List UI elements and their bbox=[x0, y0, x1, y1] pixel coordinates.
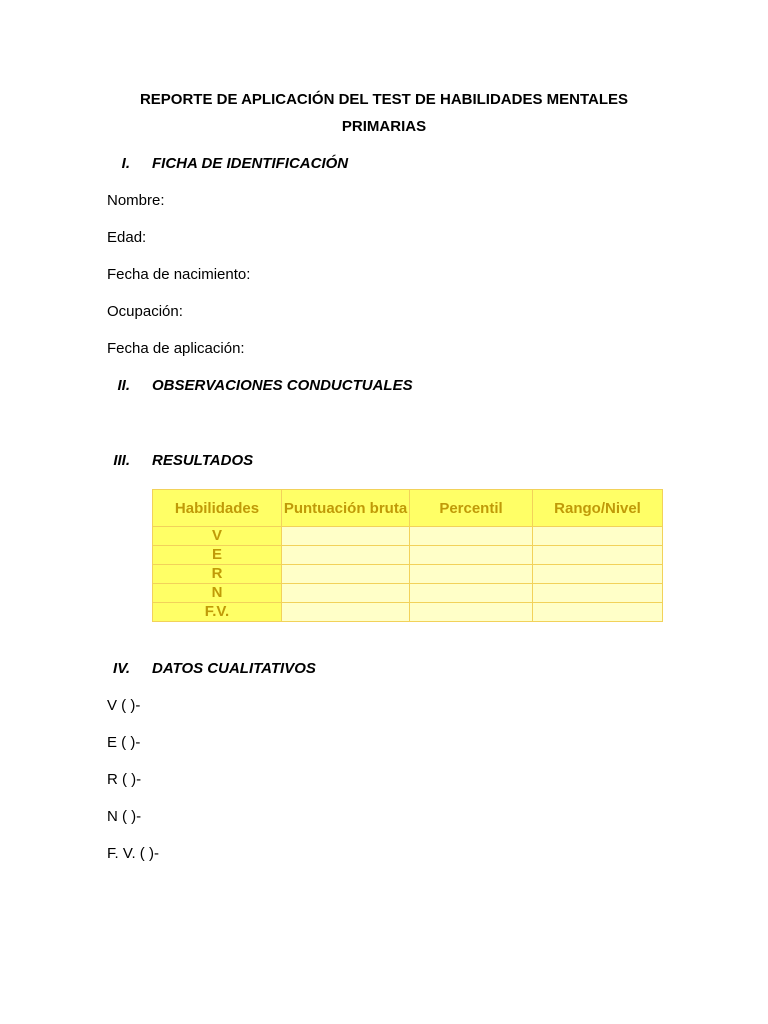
table-row bbox=[153, 527, 663, 546]
row-fv-label: F.V. bbox=[153, 603, 282, 622]
row-r-puntuacion-cell bbox=[282, 565, 410, 584]
results-table-header-row bbox=[153, 490, 663, 527]
section-1-number: I. bbox=[121, 155, 130, 172]
row-n-label: N bbox=[153, 584, 282, 603]
field-edad-label: Edad: bbox=[107, 229, 147, 246]
row-e-puntuacion-cell bbox=[282, 546, 410, 565]
section-1-title: FICHA DE IDENTIFICACIÓN bbox=[152, 155, 349, 172]
row-r-percentil-cell bbox=[410, 565, 533, 584]
field-fecha-aplicacion-label: Fecha de aplicación: bbox=[107, 340, 245, 357]
row-v-percentil-cell bbox=[410, 527, 533, 546]
results-table bbox=[152, 489, 663, 622]
row-v-puntuacion-cell bbox=[282, 527, 410, 546]
qualitative-line-v: V ( )- bbox=[107, 697, 141, 714]
header-puntuacion-bruta: Puntuación bruta bbox=[282, 490, 410, 527]
table-row bbox=[153, 584, 663, 603]
row-v-label: V bbox=[153, 527, 282, 546]
row-fv-puntuacion-cell bbox=[282, 603, 410, 622]
row-n-puntuacion-cell bbox=[282, 584, 410, 603]
row-v-rango-cell bbox=[533, 527, 663, 546]
row-e-percentil-cell bbox=[410, 546, 533, 565]
field-ocupacion-label: Ocupación: bbox=[107, 303, 183, 320]
header-rango-nivel: Rango/Nivel bbox=[533, 490, 663, 527]
row-n-rango-cell bbox=[533, 584, 663, 603]
section-4-title: DATOS CUALITATIVOS bbox=[152, 660, 316, 677]
table-row bbox=[153, 603, 663, 622]
field-nombre-label: Nombre: bbox=[107, 192, 165, 209]
header-habilidades: Habilidades bbox=[153, 490, 282, 527]
row-r-label: R bbox=[153, 565, 282, 584]
document-title-line-1: REPORTE DE APLICACIÓN DEL TEST DE HABILIDADES MENTALES bbox=[139, 91, 629, 108]
row-n-percentil-cell bbox=[410, 584, 533, 603]
document-title-line-2: PRIMARIAS bbox=[341, 118, 427, 135]
table-row bbox=[153, 546, 663, 565]
qualitative-line-e: E ( )- bbox=[107, 734, 141, 751]
qualitative-line-fv: F. V. ( )- bbox=[107, 845, 159, 862]
section-4-number: IV. bbox=[113, 660, 130, 677]
qualitative-line-n: N ( )- bbox=[107, 808, 142, 825]
row-fv-rango-cell bbox=[533, 603, 663, 622]
section-2-number: II. bbox=[117, 377, 130, 394]
table-row bbox=[153, 565, 663, 584]
row-e-label: E bbox=[153, 546, 282, 565]
section-3-number: III. bbox=[113, 452, 130, 469]
row-r-rango-cell bbox=[533, 565, 663, 584]
header-percentil: Percentil bbox=[410, 490, 533, 527]
section-2-title: OBSERVACIONES CONDUCTUALES bbox=[152, 377, 413, 394]
row-e-rango-cell bbox=[533, 546, 663, 565]
qualitative-line-r: R ( )- bbox=[107, 771, 142, 788]
field-fecha-nacimiento-label: Fecha de nacimiento: bbox=[107, 266, 251, 283]
section-3-title: RESULTADOS bbox=[152, 452, 254, 469]
row-fv-percentil-cell bbox=[410, 603, 533, 622]
